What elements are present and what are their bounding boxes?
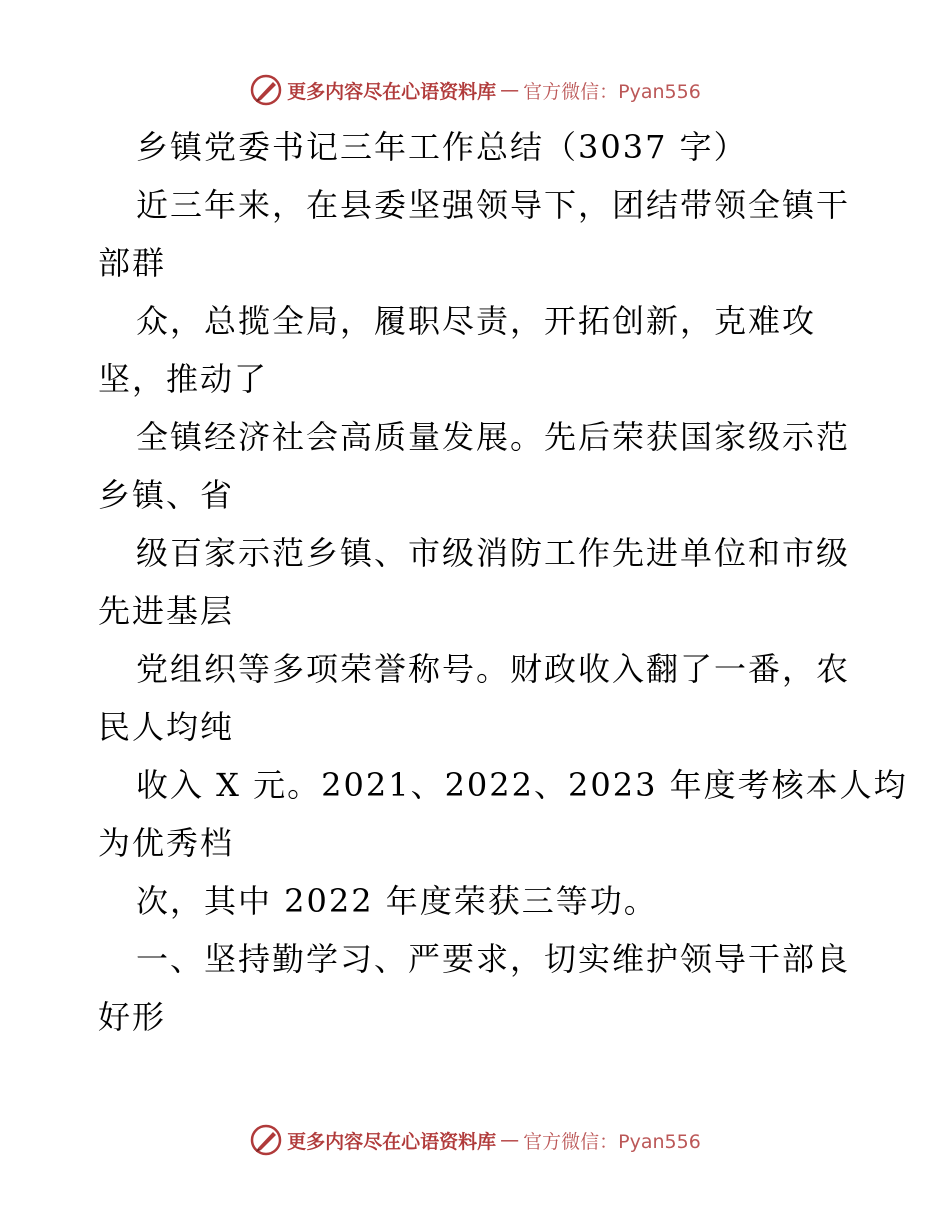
footer-watermark-wechat-text: 官方微信：Pyan556 [523,1130,701,1153]
feather-pen-logo-icon [249,1123,283,1157]
header-watermark-content [249,73,701,107]
body-line: 好形 [98,998,167,1036]
feather-pen-logo-icon [249,73,283,107]
body-line: 近三年来，在县委坚强领导下，团结带领全镇干 [136,186,851,224]
body-line: 先进基层 [98,592,235,630]
body-line: 为优秀档 [98,824,235,862]
footer-watermark-content [249,1123,701,1157]
header-watermark-wechat-text: 官方微信：Pyan556 [523,80,701,103]
body-line: 次，其中 2022 年度荣获三等功。 [136,882,658,920]
body-line: 众，总揽全局，履职尽责，开拓创新，克难攻 [136,302,817,340]
body-line: 坚，推动了 [98,360,269,398]
body-line: 全镇经济社会高质量发展。先后荣获国家级示范 [136,418,851,456]
body-line: 民人均纯 [98,708,235,746]
footer-watermark-site-text: 更多内容尽在心语资料库 [287,1130,497,1153]
document-body [98,118,908,1046]
header-watermark-separator: — [500,79,520,101]
header-watermark [0,70,950,110]
body-line: 收入 X 元。2021、2022、2023 年度考核本人均 [136,766,908,804]
body-line: 级百家示范乡镇、市级消防工作先进单位和市级 [136,534,851,572]
body-line: 部群 [98,244,167,282]
header-watermark-site-text: 更多内容尽在心语资料库 [287,80,497,103]
section-heading-line: 一、坚持勤学习、严要求，切实维护领导干部良 [136,940,851,978]
body-line: 乡镇、省 [98,476,235,514]
footer-watermark-separator: — [500,1129,520,1151]
document-title: 乡镇党委书记三年工作总结（3037 字） [136,128,748,166]
footer-watermark [0,1120,950,1160]
body-line: 党组织等多项荣誉称号。财政收入翻了一番，农 [136,650,851,688]
